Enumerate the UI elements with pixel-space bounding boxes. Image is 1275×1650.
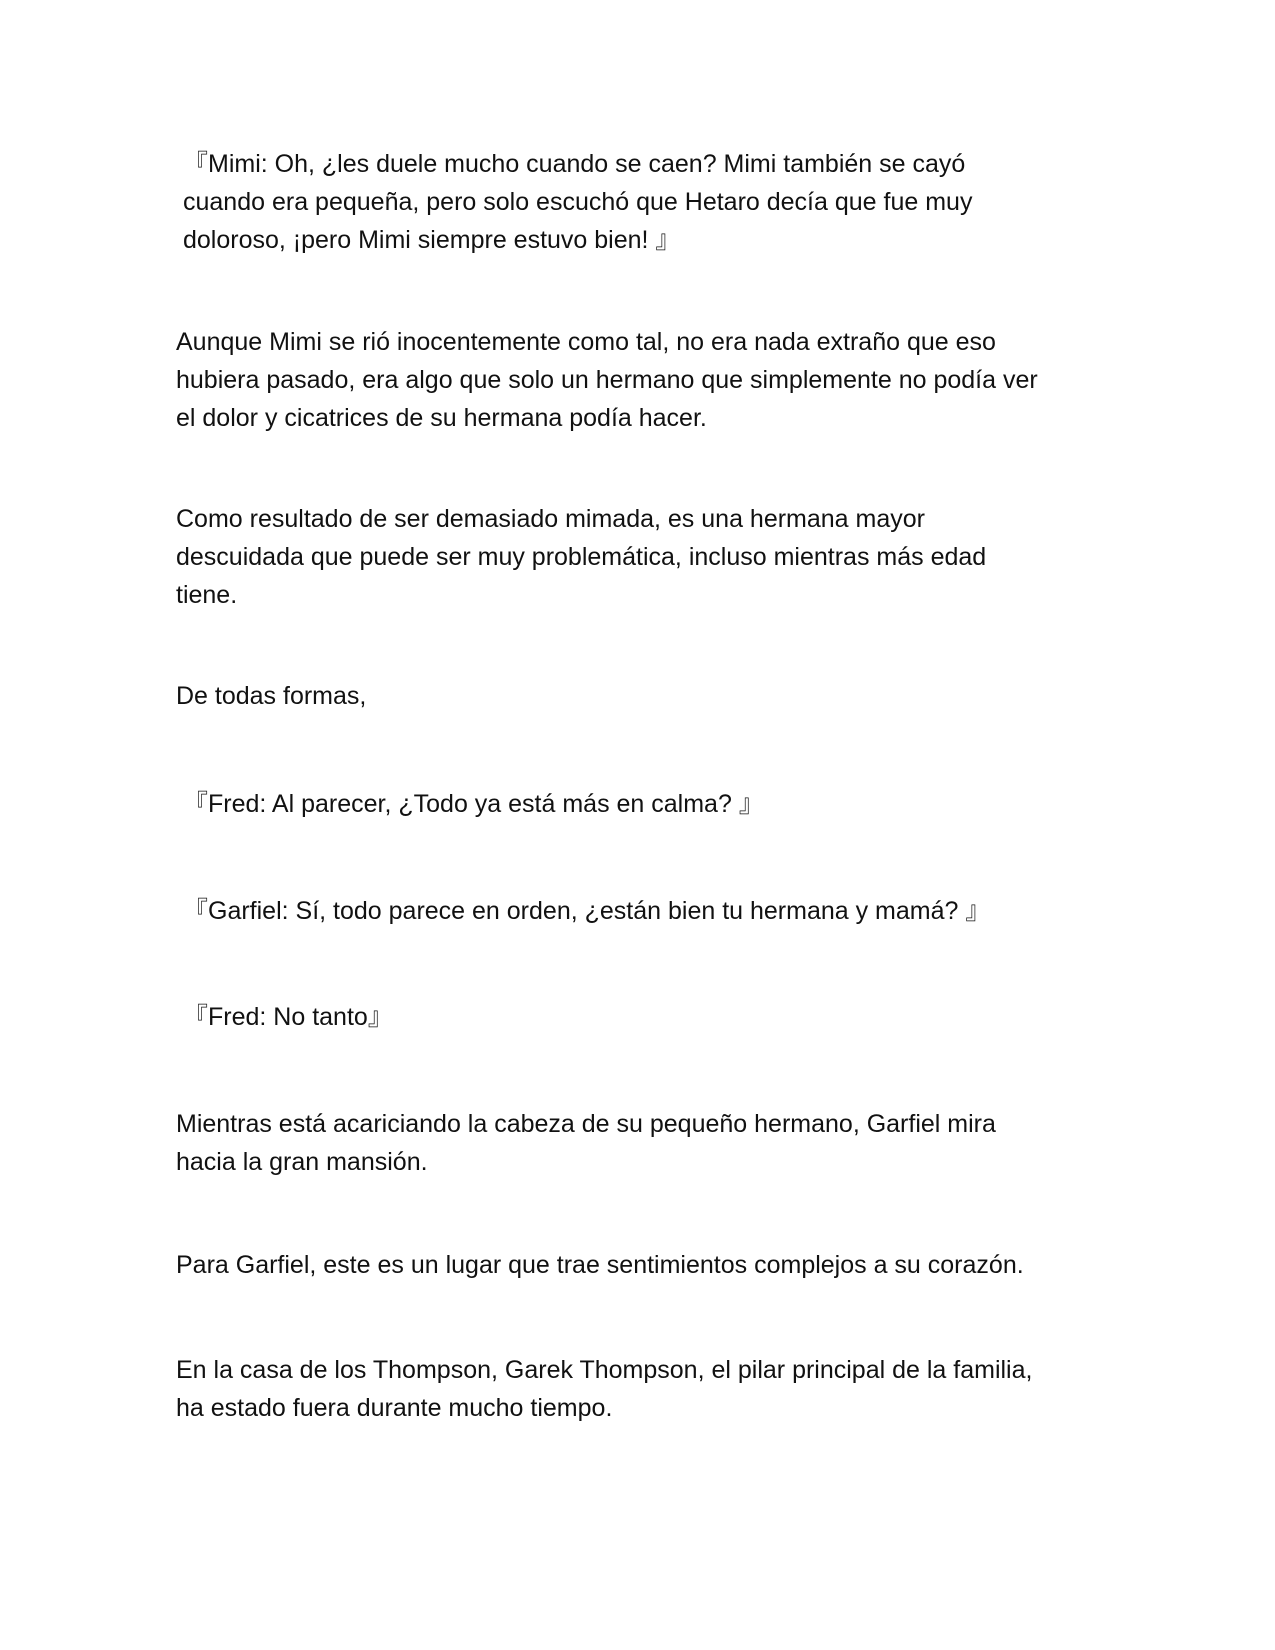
dialogue-paragraph-fred: 『Fred: Al parecer, ¿Todo ya está más en calma? 』	[183, 790, 764, 818]
narration-paragraph: En la casa de los Thompson, Garek Thompson, el pilar principal de la familia, ha estado fuera durante mucho tiempo.	[176, 1356, 1033, 1422]
narration-paragraph: Mientras está acariciando la cabeza de su pequeño hermano, Garfiel mira hacia la gran mansión.	[176, 1110, 996, 1176]
dialogue-paragraph-mimi: 『Mimi: Oh, ¿les duele mucho cuando se caen? Mimi también se cayó cuando era pequeña, pero solo escuchó que Hetaro decía que fue muy doloroso, ¡pero Mimi siempre estuvo bien! 』	[183, 150, 973, 254]
narration-paragraph: Aunque Mimi se rió inocentemente como tal, no era nada extraño que eso hubiera pasado, era algo que solo un hermano que simplemente no podía ver el dolor y cicatrices de su hermana podía hacer.	[176, 328, 1038, 432]
narration-paragraph: Para Garfiel, este es un lugar que trae sentimientos complejos a su corazón.	[176, 1251, 1024, 1279]
dialogue-paragraph-fred: 『Fred: No tanto』	[183, 1003, 393, 1031]
narration-paragraph: De todas formas,	[176, 682, 367, 710]
narration-paragraph: Como resultado de ser demasiado mimada, es una hermana mayor descuidada que puede ser muy problemática, incluso mientras más edad tiene.	[176, 505, 987, 609]
dialogue-paragraph-garfiel: 『Garfiel: Sí, todo parece en orden, ¿están bien tu hermana y mamá? 』	[183, 897, 991, 925]
